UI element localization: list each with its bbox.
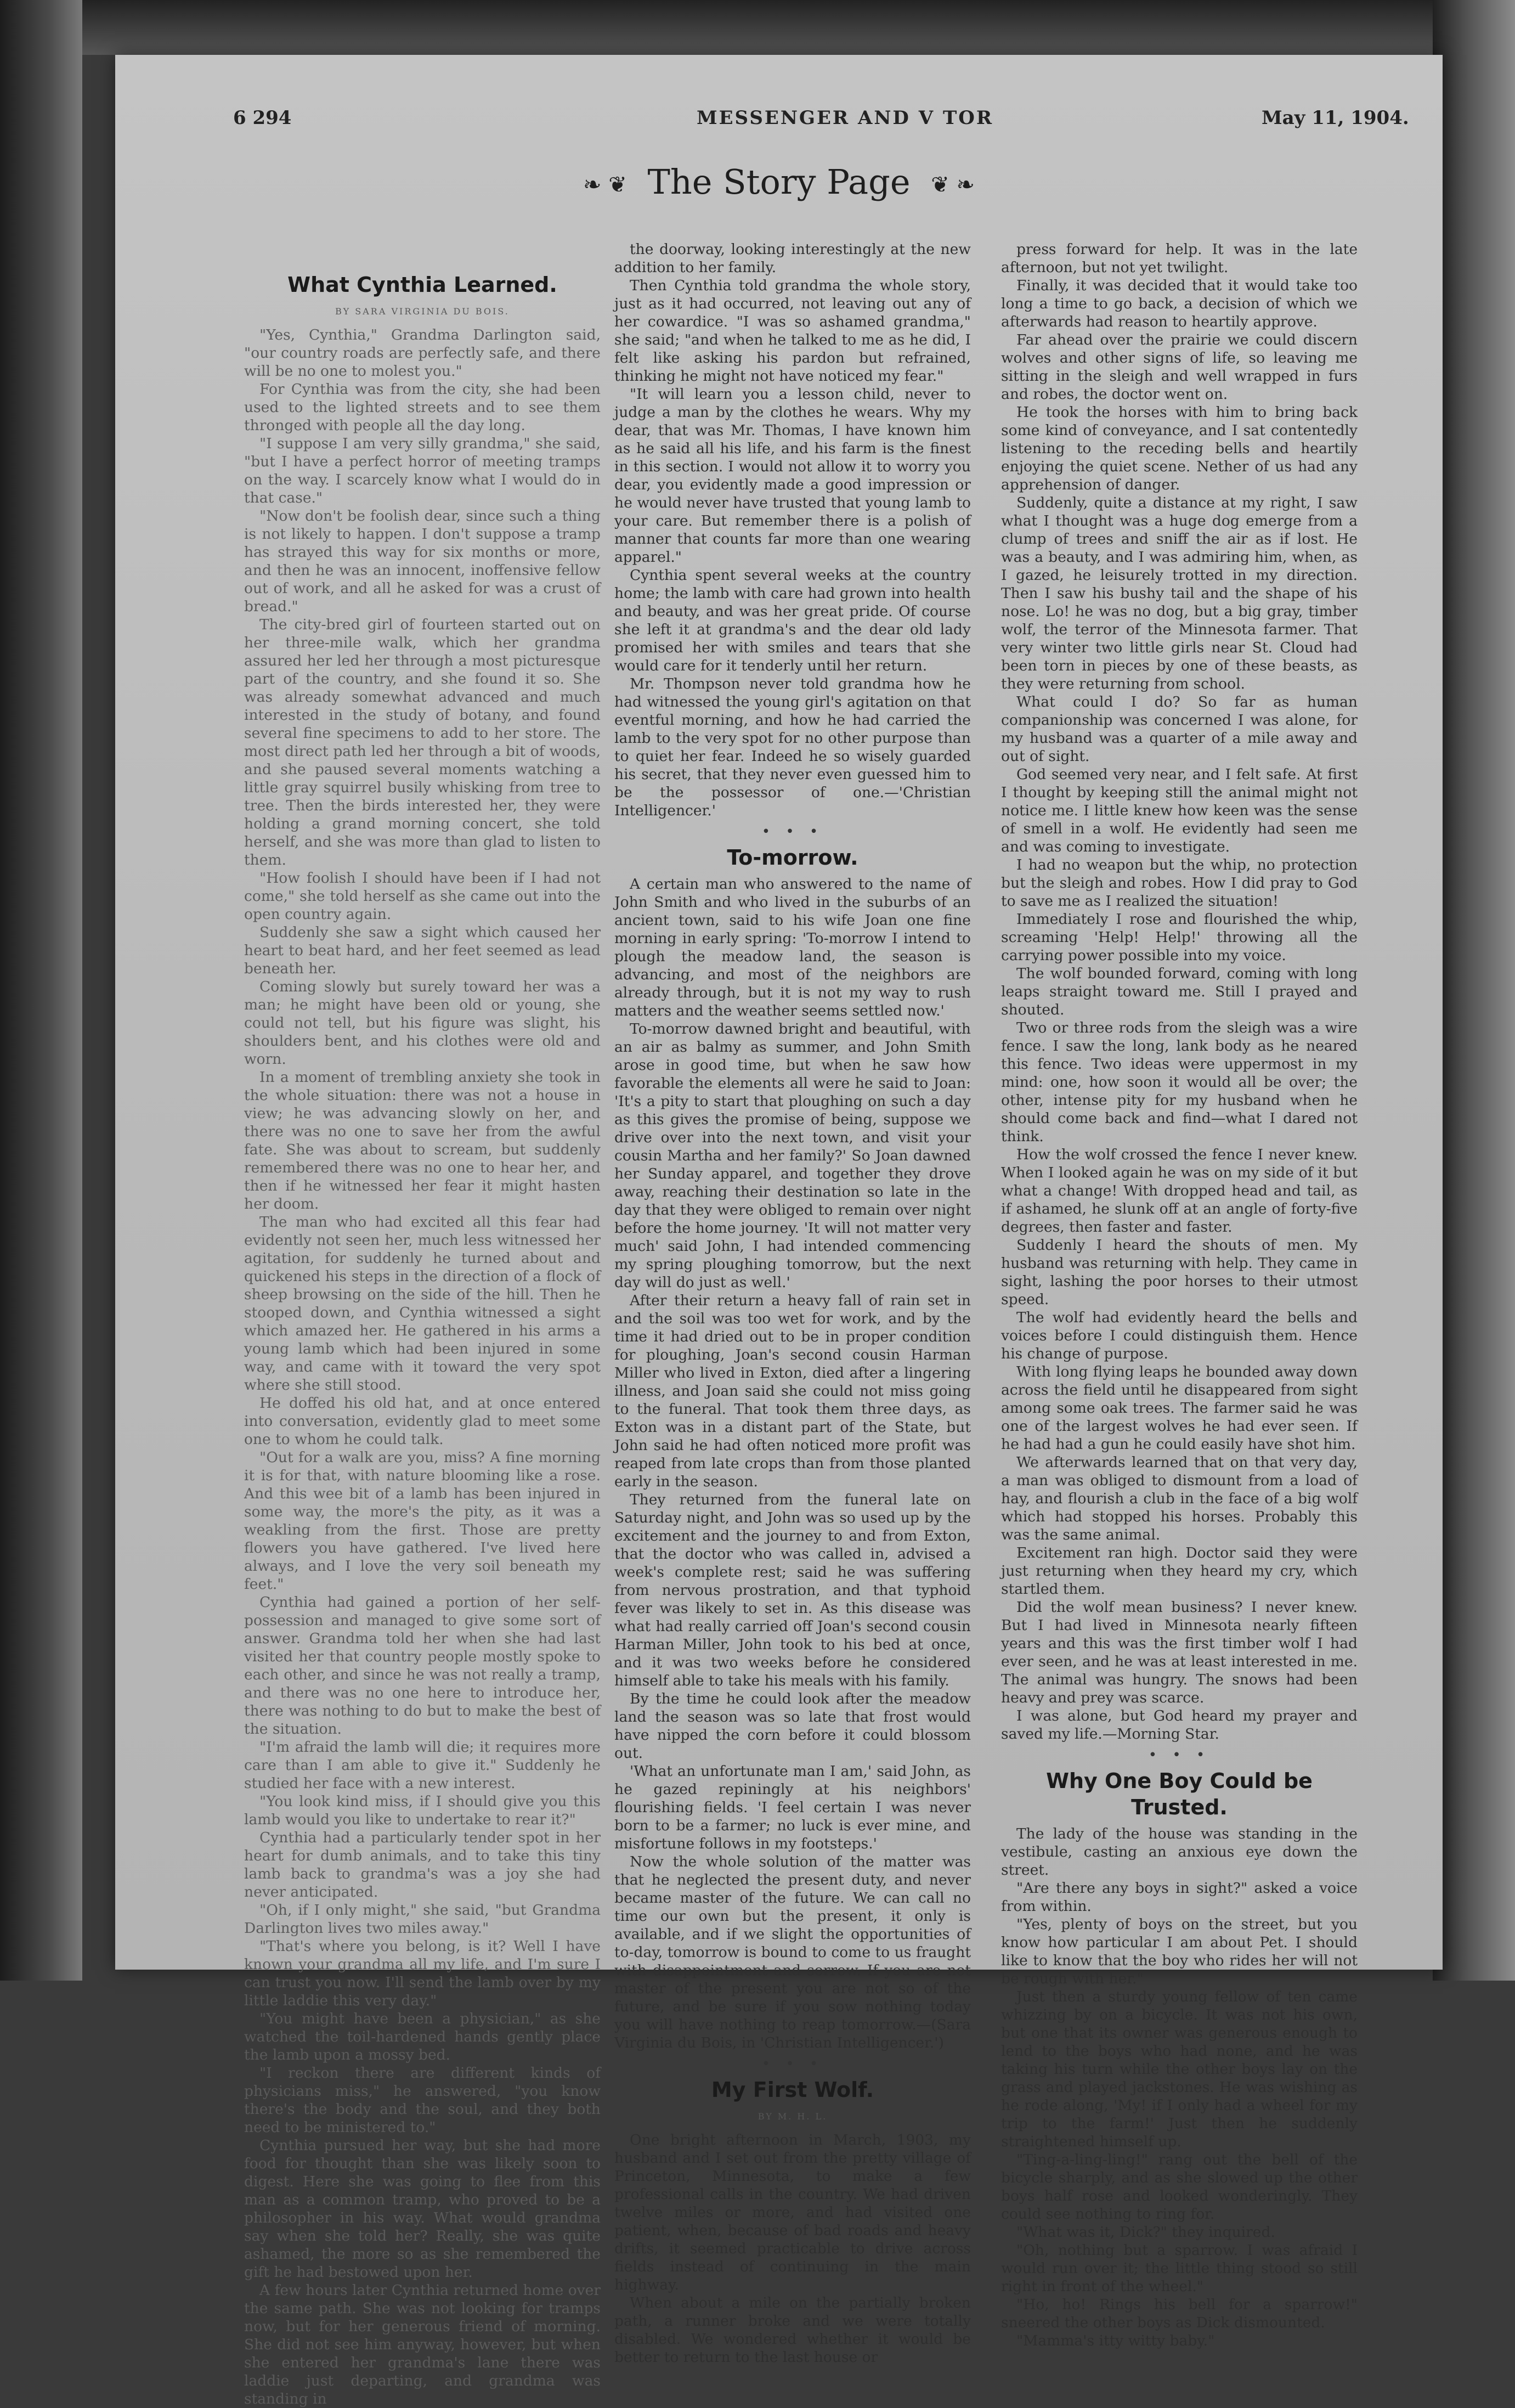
paragraph: the doorway, looking interestingly at the new addition to her family. bbox=[614, 241, 971, 276]
paragraph: Did the wolf mean business? I never knew. But I had lived in Minnesota nearly fifteen years and this was the first timber wolf I had ever seen, and he was at least interested in me. The animal was hungry. The snows had been heavy and prey was scarce. bbox=[1001, 1599, 1358, 1706]
paragraph: I had no weapon but the whip, no protection but the sleigh and robes. How I did pray to God to save me as I realized the situation! bbox=[1001, 856, 1358, 910]
article-byline: BY SARA VIRGINIA DU BOIS. bbox=[335, 306, 510, 317]
article-heading: What Cynthia Learned. bbox=[287, 273, 557, 297]
leaf-ornament-icon: ❦ ❧ bbox=[931, 172, 975, 198]
paragraph: Suddenly she saw a sight which caused her heart to beat hard, and her feet seemed as lead beneath her. bbox=[244, 924, 601, 977]
paragraph: The city-bred girl of fourteen started out on her three-mile walk, which her grandma assured her led her through a most picturesque part of the country, and she found it so. She was already somewhat advanced and much interested in the study of botany, and found several fine specimens to add to her store. The most direct path led her through a bit of woods, and she paused several moments watching a little gray squirrel busily whisking from tree to tree. Then the birds interested her, they were holding a grand morning concert, she told herself, and she was more than glad to listen to them. bbox=[244, 616, 601, 869]
paragraph: One bright afternoon in March, 1903, my husband and I set out from the pretty village of Princeton, Minnesota, to make a few professional calls in the country. We had driven twelve miles or more, and had visited one patient, when, because of bad roads and heavy drifts, it seemed practicable to drive across fields instead of continuing in the main highway. bbox=[614, 2131, 971, 2293]
paragraph: With long flying leaps he bounded away down across the field until he disappeared from sight among some oak trees. The farmer said he was one of the largest wolves he had ever seen. If he had had a gun he could easily have shot him. bbox=[1001, 1363, 1358, 1453]
masthead: MESSENGER AND V TOR bbox=[697, 107, 994, 129]
paragraph: Cynthia spent several weeks at the country home; the lamb with care had grown into health and beauty, and was her great pride. Of course she left it at grandma's and the dear old lady promised her with smiles and tears that she would care for it tenderly until her return. bbox=[614, 567, 971, 674]
leaf-ornament-icon: ❧ ❦ bbox=[583, 172, 627, 198]
paragraph: The lady of the house was standing in the vestibule, casting an anxious eye down the street. bbox=[1001, 1825, 1358, 1879]
paragraph: "I'm afraid the lamb will die; it requires more care than I am able to give it." Suddenly he studied her face with a new interest. bbox=[244, 1739, 601, 1792]
section-title-text: The Story Page bbox=[647, 162, 911, 202]
paragraph: We afterwards learned that on that very day, a man was obliged to dismount from a load of hay, and flourish a club in the face of a big wolf which had stopped his horses. Probably this was the same animal. bbox=[1001, 1454, 1358, 1543]
scan-border-right bbox=[1433, 0, 1515, 1981]
article-heading: To-morrow. bbox=[727, 845, 858, 870]
column-1 bbox=[244, 272, 601, 2408]
paragraph: God seemed very near, and I felt safe. At first I thought by keeping still the animal might not notice me. I little knew how keen was the sense of smell in a wolf. He evidently had seen me and was coming to investigate. bbox=[1001, 766, 1358, 855]
article-body bbox=[1001, 240, 1358, 1743]
paragraph: The wolf bounded forward, coming with long leaps straight toward me. Still I prayed and shouted. bbox=[1001, 965, 1358, 1018]
paragraph: Then Cynthia told grandma the whole story, just as it had occurred, not leaving out any of her cowardice. "I was so ashamed grandma," she said; "and when he talked to me as he did, I felt like asking his pardon but refrained, thinking he might not have noticed my fear." bbox=[614, 277, 971, 385]
scan-border-left bbox=[0, 0, 82, 1981]
article-body bbox=[244, 326, 601, 2408]
article-body bbox=[614, 240, 971, 820]
paragraph: "Oh, nothing but a sparrow. I was afraid I would run over it; the little thing stood so still right in front of the wheel." bbox=[1001, 2242, 1358, 2295]
section-separator: • • • bbox=[1148, 1747, 1211, 1763]
paragraph: "What was it, Dick?" they inquired. bbox=[1016, 2224, 1275, 2241]
paragraph: They returned from the funeral late on Saturday night, and John was so used up by the excitement and the journey to and from Exton, that the doctor who was called in, advised a week's complete rest; said he was suffering from nervous prostration, and that typhoid fever was likely to set in. As this disease was what had really carried off Joan's second cousin Harman Miller, John took to his bed at once, and it was two weeks before he considered himself able to take his meals with his family. bbox=[614, 1491, 971, 1689]
column-3 bbox=[1001, 240, 1358, 2350]
paragraph: press forward for help. It was in the late afternoon, but not yet twilight. bbox=[1001, 241, 1358, 276]
page-number: 6 294 bbox=[233, 107, 292, 129]
paragraph: The man who had excited all this fear had evidently not seen her, much less witnessed her agitation, for suddenly he turned about and quickened his steps in the direction of a flock of sheep browsing on the side of the hill. Then he stooped down, and Cynthia witnessed a sight which amazed her. He gathered in his arms a young lamb which had been injured in some way, and came with it toward the very spot where she still stood. bbox=[244, 1214, 601, 1394]
page-header bbox=[115, 107, 1443, 140]
paragraph: "I reckon there are different kinds of physicians miss," he answered, "you know there's the body and the soul, and they both need to be ministered to." bbox=[244, 2065, 601, 2136]
paragraph: In a moment of trembling anxiety she took in the whole situation: there was not a house in view; he was advancing slowly on her, and there was no one to save her from the awful fate. She was about to scream, but suddenly remembered there was no one to hear her, and then if he witnessed her fear it might hasten her doom. bbox=[244, 1069, 601, 1213]
column-2 bbox=[614, 240, 971, 2366]
paragraph: Immediately I rose and flourished the whip, screaming 'Help! Help!' throwing all the carrying power possible into my voice. bbox=[1001, 911, 1358, 964]
paragraph: Two or three rods from the sleigh was a wire fence. I saw the long, lank body as he neared this fence. Two ideas were uppermost in my mind: one, how soon it would all be over; the other, intense pity for my husband when he should come back and find—what I dared not think. bbox=[1001, 1019, 1358, 1145]
paragraph: Finally, it was decided that it would take too long a time to go back, a decision of which we afterwards had reason to heartily approve. bbox=[1001, 277, 1358, 330]
paragraph: "Now don't be foolish dear, since such a thing is not likely to happen. I don't suppose a tramp has strayed this way for six months or more, and then he was an innocent, inoffensive fellow out of work, and all he asked for was a crust of bread." bbox=[244, 507, 601, 615]
paragraph: Just then a sturdy young fellow of ten came whizzing by on a bicycle. It was not his own, but one that its owner was generous enough to lend to the boys who had none, and he was taking his turn while the other boys lay on the grass and played jackstones. He was wishing as he rode along, 'My! if I only had a wheel for my trip to the farm!' Just then he suddenly straightened himself up. bbox=[1001, 1988, 1358, 2150]
article-body bbox=[614, 2131, 971, 2366]
paragraph: By the time he could look after the meadow land the season was so late that frost would have nipped the corn before it could blossom out. bbox=[614, 1690, 971, 1762]
paragraph: Cynthia had a particularly tender spot in her heart for dumb animals, and to take this tiny lamb back to grandma's was a joy she had never anticipated. bbox=[244, 1829, 601, 1901]
paragraph: Far ahead over the prairie we could discern wolves and other signs of life, so leaving me sitting in the sleigh and well wrapped in furs and robes, the doctor went on. bbox=[1001, 331, 1358, 403]
paragraph: "You might have been a physician," as she watched the toil-hardened hands gently place the lamb upon a mossy bed. bbox=[244, 2010, 601, 2063]
paragraph: How the wolf crossed the fence I never knew. When I looked again he was on my side of it but what a change! With dropped head and tail, as if ashamed, he slunk off at an angle of forty-five degrees, then faster and faster. bbox=[1001, 1146, 1358, 1236]
article-body bbox=[1001, 1825, 1358, 2350]
paragraph: 'What an unfortunate man I am,' said John, as he gazed repiningly at his neighbors' flourishing fields. 'I feel certain I was never born to be a farmer; no luck is ever mine, and misfortune follows in my footsteps.' bbox=[614, 1763, 971, 1852]
paragraph: For Cynthia was from the city, she had been used to the lighted streets and to see them thronged with people all the day long. bbox=[244, 381, 601, 434]
section-separator: • • • bbox=[761, 824, 824, 840]
paragraph: To-morrow dawned bright and beautiful, with an air as balmy as summer, and John Smith arose in good time, but when he saw how favorable the elements all were he said to Joan: 'It's a pity to start that ploughing on such a day as this gives the promise of being, suppose we drive over into the next town, and visit your cousin Martha and her family?' So Joan dawned her Sunday apparel, and together they drove away, reaching their destination so late in the day that they were obliged to remain over night before the home journey. 'It will not matter very much' said John, I had intended commencing my spring ploughing tomorrow, but the next day will do just as well.' bbox=[614, 1020, 971, 1291]
paragraph: He took the horses with him to bring back some kind of conveyance, and I sat contentedly listening to the receding bells and heartily enjoying the quiet scene. Nether of us had any apprehension of danger. bbox=[1001, 404, 1358, 493]
paragraph: "That's where you belong, is it? Well I have known your grandma all my life, and I'm sure I can trust you now. I'll send the lamb over by my little laddie this very day." bbox=[244, 1938, 601, 2009]
paragraph: Mr. Thompson never told grandma how he had witnessed the young girl's agitation on that eventful morning, and how he had carried the lamb to the very spot for no other purpose than to quiet her fear. Indeed he so wisely guarded his secret, that they never even guessed him to be the possessor of one.—'Christian Intelligencer.' bbox=[614, 675, 971, 819]
paragraph: After their return a heavy fall of rain set in and the soil was too wet for work, and by the time it had dried out to be in proper condition for ploughing, Joan's second cousin Harman Miller who lived in Exton, died after a lingering illness, and Joan said she could not miss going to the funeral. That took them three days, as Exton was in a distant part of the State, but John said he had often noticed more profit was reaped from late crops than from those planted early in the season. bbox=[614, 1292, 971, 1490]
paragraph: "Mamma's itty witty baby." bbox=[1016, 2332, 1215, 2349]
paragraph: "You look kind miss, if I should give you this lamb would you like to undertake to rear it?" bbox=[244, 1793, 601, 1828]
paragraph: "I suppose I am very silly grandma," she said, "but I have a perfect horror of meeting tramps on the way. I scarcely know what I would do in that case." bbox=[244, 435, 601, 506]
paragraph: He doffed his old hat, and at once entered into conversation, evidently glad to meet some one to whom he could talk. bbox=[244, 1395, 601, 1448]
paragraph: "Are there any boys in sight?" asked a voice from within. bbox=[1001, 1880, 1358, 1915]
paragraph: "Ho, ho! Rings his bell for a sparrow!" sneered the other boys as Dick dismounted. bbox=[1001, 2296, 1358, 2331]
paragraph: Excitement ran high. Doctor said they were just returning when they heard my cry, which startled them. bbox=[1001, 1544, 1358, 1598]
section-title bbox=[115, 162, 1443, 202]
issue-date: May 11, 1904. bbox=[1262, 107, 1409, 129]
paragraph: "Yes, plenty of boys on the street, but you know how particular I am about Pet. I should like to know that the boy who rides her will not be rough with her." bbox=[1001, 1916, 1358, 1987]
paragraph: Cynthia had gained a portion of her self-possession and managed to give some sort of answer. Grandma told her when she had last visited her that country people mostly spoke to each other, and since he was not really a tramp, and there was no one here to introduce her, there was nothing to do but to make the best of the situation. bbox=[244, 1594, 601, 1738]
paragraph: What could I do? So far as human companionship was concerned I was alone, for my husband was a quarter of a mile away and out of sight. bbox=[1001, 693, 1358, 765]
paragraph: I was alone, but God heard my prayer and saved my life.—Morning Star. bbox=[1001, 1707, 1358, 1742]
article-byline: BY M. H. L. bbox=[758, 2111, 828, 2122]
paragraph: A few hours later Cynthia returned home over the same path. She was not looking for tramps now, but for her generous friend of morning. She did not see him anyway, however, but when she entered her grandma's lane there was laddie just departing, and grandma was standing in bbox=[244, 2282, 601, 2407]
paragraph: The wolf had evidently heard the bells and voices before I could distinguish them. Hence his change of purpose. bbox=[1001, 1309, 1358, 1362]
paragraph: "How foolish I should have been if I had not come," she told herself as she came out into the open country again. bbox=[244, 870, 601, 923]
paragraph: Now the whole solution of the matter was that he neglected the present duty, and never became master of the future. We can call no time our own but the present, it only is available, and if we slight the opportunities of to-day, tomorrow is bound to come to us fraught with disappointment and sorrow. If you are not master of the present you are not so of the future, and be sure if you sow nothing today you will have nothing to reap tomorrow.—(Sara Virginia du Bois, in 'Christian Intelligencer.') bbox=[614, 1853, 971, 2051]
article-heading: My First Wolf. bbox=[711, 2078, 874, 2102]
paragraph: Cynthia pursued her way, but she had more food for thought than she was likely soon to digest. Here she was going to flee from this man as a common tramp, who proved to be a philosopher in his way. What would grandma say when she told her? Really, she was quite ashamed, the more so as she remembered the gift he had bestowed upon her. bbox=[244, 2137, 601, 2281]
paragraph: Coming slowly but surely toward her was a man; he might have been old or young, she could not tell, but his figure was slight, his shoulders bent, and his clothes were old and worn. bbox=[244, 978, 601, 1068]
paragraph: When about a mile on the partially broken path, a runner broke and we were totally disabled. We wondered whether it would be better to return to the last house or bbox=[614, 2294, 971, 2366]
newspaper-page bbox=[115, 55, 1443, 2407]
paragraph: Suddenly, quite a distance at my right, I saw what I thought was a huge dog emerge from a clump of trees and sniff the air as if lost. He was a beauty, and I was admiring him, when, as I gazed, he leisurely trotted in my direction. Then I saw his bushy tail and the shape of his nose. Lo! he was no dog, but a big gray, timber wolf, the terror of the Minnesota farmer. That very winter two little girls near St. Cloud had been torn in pieces by one of these beasts, as they were returning from school. bbox=[1001, 494, 1358, 692]
paragraph: "Ting-a-ling-ling!" rang out the bell of the bicycle sharply, and as she slowed up the other boys half rose and looked wonderingly. They could see nothing to ring for. bbox=[1001, 2151, 1358, 2223]
paragraph: A certain man who answered to the name of John Smith and who lived in the suburbs of an ancient town, said to his wife Joan one fine morning in early spring: 'To-morrow I intend to plough the meadow land, the season is advancing, and most of the neighbors are already through, but it is not my way to rush matters and the weather seems settled now.' bbox=[614, 876, 971, 1019]
paragraph: "Out for a walk are you, miss? A fine morning it is for that, with nature blooming like a rose. And this wee bit of a lamb has been injured in some way, the more's the pity, as it was a weakling from the first. Those are pretty flowers you have gathered. I've lived here always, and I love the very soil beneath my feet." bbox=[244, 1449, 601, 1593]
article-heading: Why One Boy Could be Trusted. bbox=[1046, 1769, 1313, 1819]
paragraph: "It will learn you a lesson child, never to judge a man by the clothes he wears. Why my dear, that was Mr. Thomas, I have known him as he said all his life, and his farm is the finest in this section. I would not allow it to worry you dear, you evidently made a good impression or he would never have trusted that young lamb to your care. But remember there is a polish of manner that counts far more than one wearing apparel." bbox=[614, 386, 971, 566]
paragraph: "Yes, Cynthia," Grandma Darlington said, "our country roads are perfectly safe, and there will be no one to molest you." bbox=[244, 326, 601, 380]
scan-border-top bbox=[0, 0, 1515, 55]
section-separator: • • • bbox=[761, 2056, 824, 2072]
paragraph: "Oh, if I only might," she said, "but Grandma Darlington lives two miles away." bbox=[244, 1902, 601, 1937]
article-body bbox=[614, 875, 971, 2052]
paragraph: Suddenly I heard the shouts of men. My husband was returning with help. They came in sight, lashing the poor horses to their utmost speed. bbox=[1001, 1237, 1358, 1308]
